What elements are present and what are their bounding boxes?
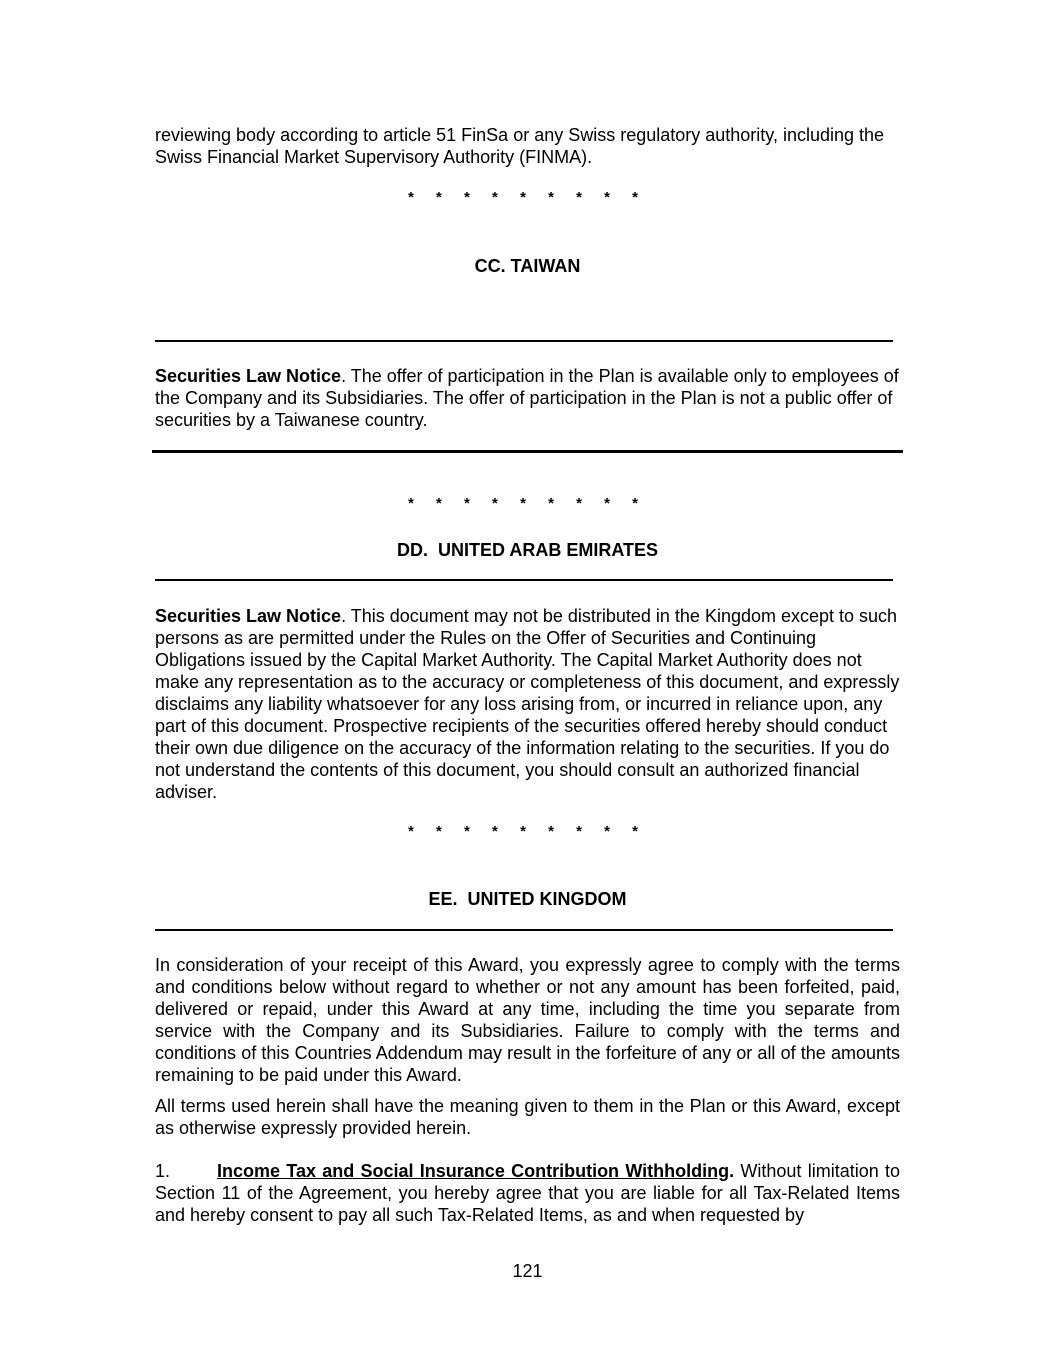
heading-underline (155, 929, 893, 931)
uk-item-1 (155, 1160, 900, 1226)
notice-title: Securities Law Notice (155, 366, 342, 386)
section-separator: * * * * * * * * * (408, 823, 647, 840)
item-title-suffix: . (729, 1161, 735, 1181)
section-heading-uae: DD. UNITED ARAB EMIRATES (397, 540, 658, 560)
heading-underline (155, 579, 893, 581)
section-separator: * * * * * * * * * (408, 495, 647, 512)
section-heading-uk: EE. UNITED KINGDOM (428, 889, 627, 909)
notice-title: Securities Law Notice (155, 606, 342, 626)
uk-paragraph-1: In consideration of your receipt of this Award, you expressly agree to comply with the terms and conditions below without regard to whether or not any amount has been forfeited, paid, delivered or repaid, under this Award at any time, including the time you separate from service with the Company and its Subsidiaries. Failure to comply with the terms and conditions of this Countries Addendum may result in the forfeiture of any or all of the amounts remaining to be paid under this Award. (155, 955, 900, 1085)
item-text: Without limitation to Section 11 of the Agreement, you hereby agree that you are liable for all Tax-Related Items and hereby consent to pay all such Tax-Related Items, as and when requested by (155, 1161, 900, 1225)
notice-text: . The offer of participation in the Plan is available only to employees of the Company and its Subsidiaries. The offer of participation in the Plan is not a public offer of securities by a Taiwanese country. (155, 366, 899, 430)
taiwan-securities-notice (155, 365, 900, 431)
section-heading-taiwan: CC. TAIWAN (474, 256, 581, 276)
uae-securities-notice (155, 605, 900, 803)
item-title: Income Tax and Social Insurance Contribution Withholding (217, 1161, 730, 1181)
uk-paragraph-2: All terms used herein shall have the meaning given to them in the Plan or this Award, except as otherwise expressly provided herein. (155, 1096, 900, 1138)
page-number: 121 (512, 1261, 543, 1281)
intro-paragraph: reviewing body according to article 51 FinSa or any Swiss regulatory authority, including the Swiss Financial Market Supervisory Authority (FINMA). (155, 125, 885, 167)
section-separator: * * * * * * * * * (408, 189, 647, 206)
item-number: 1. (155, 1161, 171, 1181)
section-divider (152, 450, 903, 453)
notice-text: . This document may not be distributed in the Kingdom except to such persons as are permitted under the Rules on the Offer of Securities and Continuing Obligations issued by the Capital Market Authority. The Capital Market Authority does not make any representation as to the accuracy or completeness of this document, and expressly disclaims any liability whatsoever for any loss arising from, or incurred in reliance upon, any part of this document. Prospective recipients of the securities offered hereby should conduct their own due diligence on the accuracy of the information relating to the securities. If you do not understand the contents of this document, you should consult an authorized financial adviser. (155, 606, 900, 802)
heading-underline (155, 340, 893, 342)
